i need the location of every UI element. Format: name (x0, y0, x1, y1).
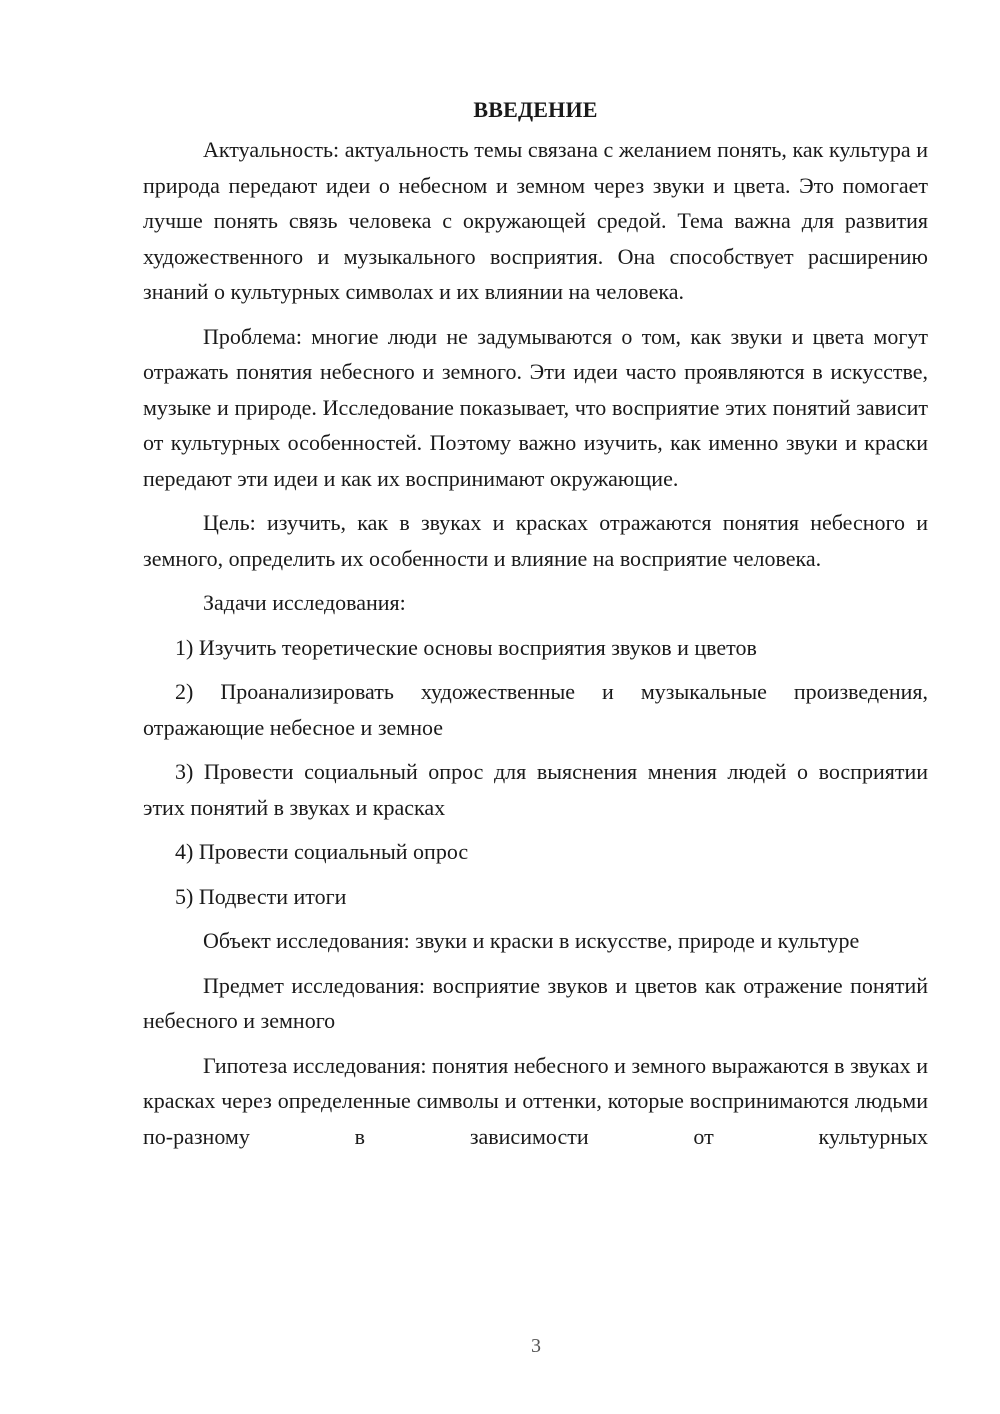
page-number: 3 (531, 1335, 541, 1357)
paragraph-object: Объект исследования: звуки и краски в искусстве, природе и культуре (203, 928, 860, 953)
task-item-3: 3) Провести социальный опрос для выяснения мнения людей о восприятии этих понятий в звуках и красках (143, 759, 928, 820)
tasks-heading: Задачи исследования: (203, 590, 406, 615)
paragraph-problem: Проблема: многие люди не задумываются о том, как звуки и цвета могут отражать понятия небесного и земного. Эти идеи часто проявляются в искусстве, музыке и природе. Исследование показывает, что восприятие этих понятий зависит от культурных особенностей. Поэтому важно изучить, как именно звуки и краски передают эти идеи и как их воспринимают окружающие. (143, 323, 928, 491)
task-item-4: 4) Провести социальный опрос (175, 839, 469, 864)
document-page (143, 92, 928, 1163)
paragraph-goal: Цель: изучить, как в звуках и красках отражаются понятия небесного и земного, определить их особенности и влияние на восприятие человека. (143, 510, 928, 571)
paragraph-subject: Предмет исследования: восприятие звуков и цветов как отражение понятий небесного и земного (143, 972, 928, 1033)
task-item-2: 2) Проанализировать художественные и музыкальные произведения, отражающие небесное и земное (143, 679, 928, 740)
paragraph-relevance: Актуальность: актуальность темы связана с желанием понять, как культура и природа передают идеи о небесном и земном через звуки и цвета. Это помогает лучше понять связь человека с окружающей средой. Тема важна для развития художественного и музыкального восприятия. Она способствует расширению знаний о культурных символах и их влиянии на человека. (143, 137, 928, 304)
section-title: ВВЕДЕНИЕ (473, 97, 598, 122)
paragraph-hypothesis: Гипотеза исследования: понятия небесного и земного выражаются в звуках и красках через определенные символы и оттенки, которые воспринимаются людьми по-разному в зависимости от культурных (143, 1052, 928, 1149)
task-item-1: 1) Изучить теоретические основы восприятия звуков и цветов (175, 634, 757, 660)
task-item-5: 5) Подвести итоги (175, 883, 347, 909)
